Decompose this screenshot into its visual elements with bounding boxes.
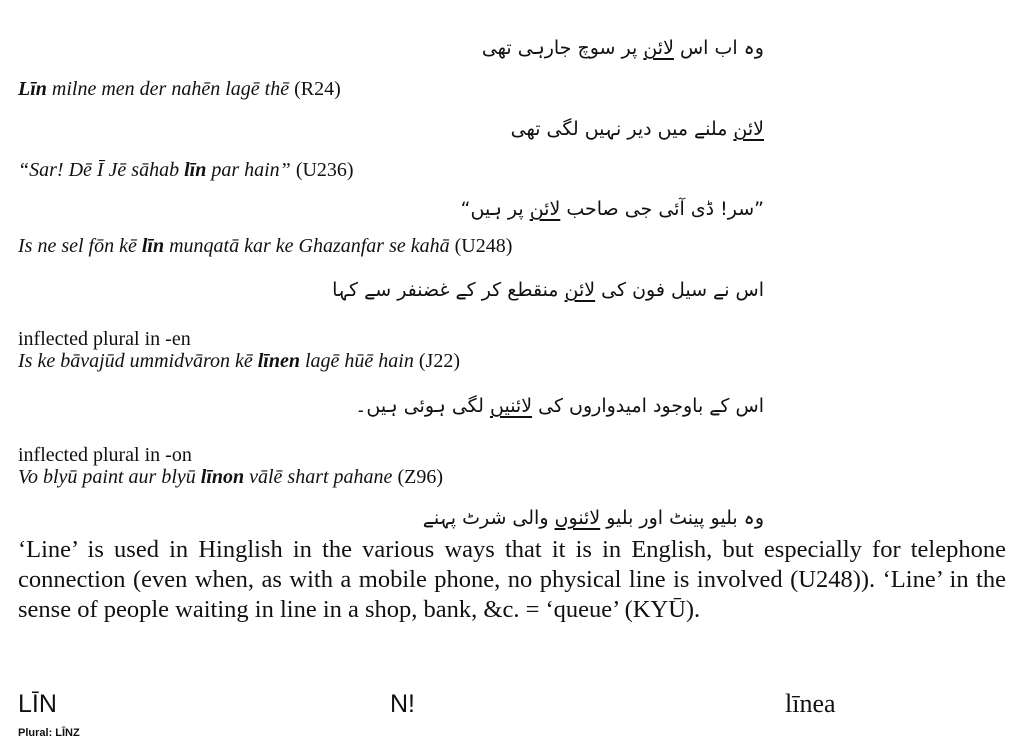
translit-text: Vo blyū paint aur blyū bbox=[18, 466, 201, 488]
urdu-text: وہ بلیو پینٹ اور بلیو bbox=[600, 507, 764, 529]
headword-form: Līn bbox=[18, 78, 47, 100]
urdu-text: ملنے میں دیر نہیں لگی تھی bbox=[510, 118, 734, 140]
grammar-label: N! bbox=[390, 690, 415, 718]
urdu-text: والی شرٹ پہنے bbox=[422, 507, 555, 529]
urdu-text: اس کے باوجود امیدواروں کی bbox=[532, 395, 764, 417]
urdu-example-2 bbox=[511, 117, 764, 141]
source-ref: (U236) bbox=[290, 159, 354, 181]
urdu-underlined-word: لائنوں bbox=[554, 507, 601, 529]
translit-example-4 bbox=[18, 349, 460, 373]
headword-form: līn bbox=[184, 159, 207, 181]
urdu-text: اس نے سیل فون کی bbox=[595, 279, 764, 301]
urdu-example-6 bbox=[423, 506, 764, 530]
urdu-example-1 bbox=[482, 36, 764, 60]
urdu-underlined-word: لائن bbox=[643, 37, 674, 59]
headword: LĪN bbox=[18, 690, 57, 718]
urdu-underlined-word: لائن bbox=[733, 118, 764, 140]
translit-text: munqatā kar ke Ghazanfar se kahā bbox=[164, 235, 450, 257]
inflection-label-en: inflected plural in -en bbox=[18, 328, 191, 350]
urdu-example-3 bbox=[461, 197, 764, 221]
translit-text: vālē shart pahane bbox=[244, 466, 393, 488]
headword-form: līnon bbox=[200, 466, 245, 488]
headword-form: līnen bbox=[257, 350, 300, 372]
urdu-underlined-word: لائن bbox=[564, 279, 596, 301]
urdu-underlined-word: لائن bbox=[529, 198, 561, 220]
translit-example-1 bbox=[18, 77, 341, 101]
translit-example-5 bbox=[18, 465, 443, 489]
urdu-text: پر ہیں“ bbox=[460, 198, 530, 220]
translit-text: lagē hūē hain bbox=[300, 350, 414, 372]
urdu-example-5 bbox=[355, 394, 764, 418]
source-ref: (R24) bbox=[289, 78, 341, 100]
urdu-text: منقطع کر کے غضنفر سے کہا bbox=[332, 279, 565, 301]
translit-text: “Sar! Dē Ī Jē sāhab bbox=[18, 159, 185, 181]
etymology: līnea bbox=[785, 689, 836, 718]
translit-example-2 bbox=[18, 158, 354, 182]
inflection-label-on: inflected plural in -on bbox=[18, 444, 192, 466]
source-ref: (J22) bbox=[413, 350, 460, 372]
source-ref: (Z96) bbox=[392, 466, 443, 488]
usage-note-paragraph: ‘Line’ is used in Hinglish in the various ways that it is in English, but especially for telephone connection (even when, as with a mobile phone, no physical line is involved (U248)). ‘Line’ in the sense of people waiting in line in a shop, bank, &c. = ‘queue’ (KYŪ). bbox=[18, 536, 1006, 623]
translit-text: par hain” bbox=[206, 159, 291, 181]
urdu-text: وہ اب اس bbox=[673, 37, 764, 59]
translit-example-3 bbox=[18, 234, 512, 258]
source-ref: (U248) bbox=[449, 235, 513, 257]
urdu-text: لگی ہوئی ہیں۔ bbox=[355, 395, 490, 417]
translit-text: milne men der nahēn lagē thē bbox=[46, 78, 290, 100]
translit-text: Is ne sel fōn kē bbox=[18, 235, 142, 257]
urdu-example-4 bbox=[332, 278, 764, 302]
plural-form: Plural: LĪNZ bbox=[18, 727, 80, 739]
translit-text: Is ke bāvajūd ummidvāron kē bbox=[18, 350, 258, 372]
urdu-text: ”سر! ڈی آئی جی صاحب bbox=[560, 198, 764, 220]
headword-form: līn bbox=[141, 235, 165, 257]
urdu-text: پر سوچ جارہی تھی bbox=[481, 37, 644, 59]
urdu-underlined-word: لائنیں bbox=[490, 395, 533, 417]
